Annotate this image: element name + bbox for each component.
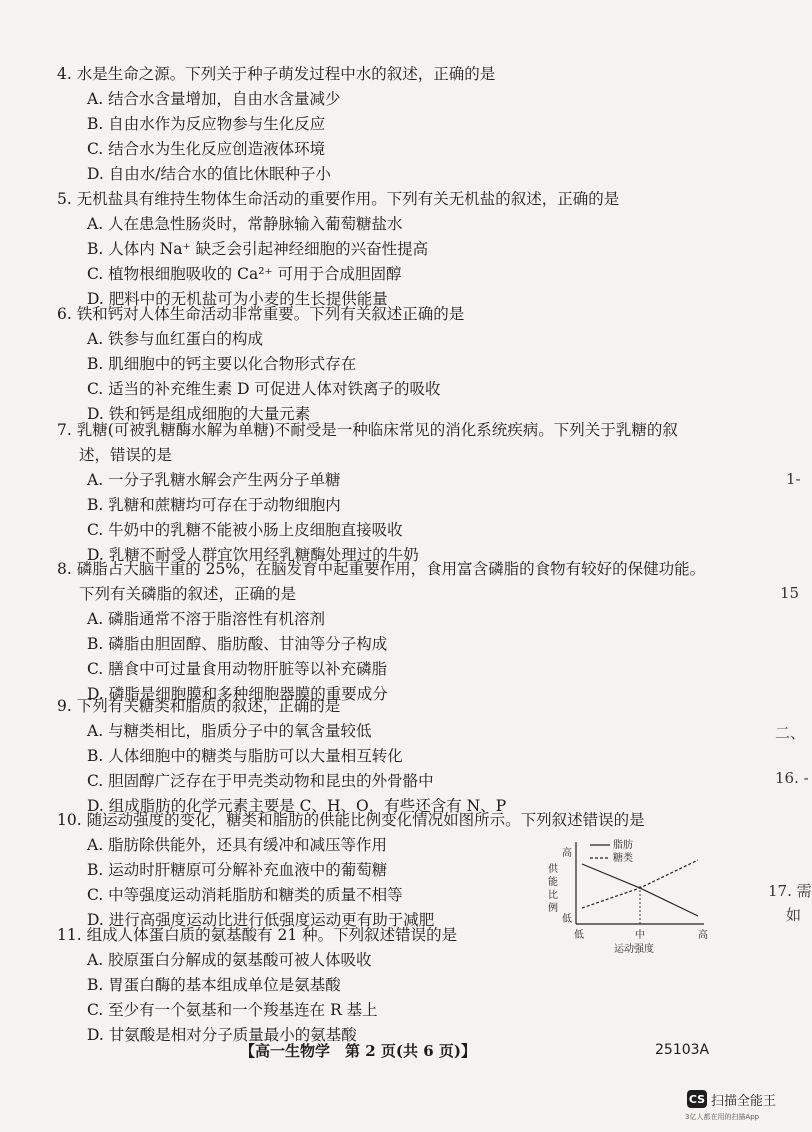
scanner-tagline: 3亿人都在用的扫描App bbox=[685, 1113, 760, 1121]
option-a: A. 铁参与血红蛋白的构成 bbox=[87, 330, 264, 348]
question-stem: 7. 乳糖(可被乳糖酶水解为单糖)不耐受是一种临床常见的消化系统疾病。下列关于乳糖的叙 bbox=[57, 421, 678, 439]
question-9 bbox=[57, 694, 506, 819]
question-5 bbox=[57, 187, 619, 312]
option-c: C. 适当的补充维生素 D 可促进人体对铁离子的吸收 bbox=[87, 380, 441, 398]
option-d: D. 组成脂肪的化学元素主要是 C、H、O，有些还含有 N、P bbox=[87, 797, 507, 815]
exam-code: 25103A bbox=[655, 1042, 710, 1058]
margin-fragment: 17. 需 bbox=[768, 882, 812, 900]
option-d: D. 肥料中的无机盐可为小麦的生长提供能量 bbox=[87, 290, 388, 308]
option-d: D. 铁和钙是组成细胞的大量元素 bbox=[87, 405, 311, 423]
option-b: B. 运动时肝糖原可分解补充血液中的葡萄糖 bbox=[87, 861, 388, 879]
margin-fragment: 如 bbox=[786, 906, 802, 924]
option-c: C. 胆固醇广泛存在于甲壳类动物和昆虫的外骨骼中 bbox=[87, 772, 434, 790]
margin-fragment: 16. - bbox=[775, 769, 809, 787]
margin-fragment: 1- bbox=[786, 470, 801, 488]
option-a: A. 结合水含量增加，自由水含量减少 bbox=[87, 90, 341, 108]
option-d: D. 进行高强度运动比进行低强度运动更有助于减肥 bbox=[87, 911, 435, 929]
option-c: C. 牛奶中的乳糖不能被小肠上皮细胞直接吸收 bbox=[87, 521, 403, 539]
legend-fat-label: 脂肪 bbox=[613, 840, 633, 851]
series-sugar-line bbox=[582, 860, 698, 908]
question-6 bbox=[57, 302, 464, 427]
option-b: B. 自由水作为反应物参与生化反应 bbox=[87, 115, 326, 133]
option-c: C. 至少有一个氨基和一个羧基连在 R 基上 bbox=[87, 1001, 378, 1019]
y-title-char: 比 bbox=[548, 890, 558, 901]
question-4 bbox=[57, 62, 495, 187]
x-axis-title: 运动强度 bbox=[614, 944, 654, 955]
option-a: A. 一分子乳糖水解会产生两分子单糖 bbox=[87, 471, 341, 489]
cs-logo-icon: CS bbox=[687, 1090, 707, 1108]
margin-fragment: 二、 bbox=[775, 724, 806, 742]
y-title-char: 供 bbox=[548, 864, 558, 875]
question-stem: 10. 随运动强度的变化，糖类和脂肪的供能比例变化情况如图所示。下列叙述错误的是 bbox=[57, 811, 645, 829]
question-stem-continued: 述，错误的是 bbox=[79, 446, 173, 464]
option-d: D. 自由水/结合水的值比休眠种子小 bbox=[87, 165, 331, 183]
option-a: A. 脂肪除供能外，还具有缓冲和减压等作用 bbox=[87, 836, 388, 854]
question-stem: 9. 下列有关糖类和脂质的叙述，正确的是 bbox=[57, 697, 341, 715]
question-stem: 11. 组成人体蛋白质的氨基酸有 21 种。下列叙述错误的是 bbox=[57, 926, 458, 944]
x-tick-high: 高 bbox=[698, 930, 708, 941]
legend-sugar-label: 糖类 bbox=[613, 853, 633, 864]
question-stem-continued: 下列有关磷脂的叙述，正确的是 bbox=[79, 585, 297, 603]
question-stem: 4. 水是生命之源。下列关于种子萌发过程中水的叙述，正确的是 bbox=[57, 65, 496, 83]
option-b: B. 磷脂由胆固醇、脂肪酸、甘油等分子构成 bbox=[87, 635, 388, 653]
option-d: D. 甘氨酸是相对分子质量最小的氨基酸 bbox=[87, 1026, 357, 1044]
option-c: C. 中等强度运动消耗脂肪和糖类的质量不相等 bbox=[87, 886, 403, 904]
option-a: A. 人在患急性肠炎时，常静脉输入葡萄糖盐水 bbox=[87, 215, 403, 233]
x-tick-mid: 中 bbox=[635, 930, 645, 941]
page-footer: 【高一生物学 第 2 页(共 6 页)】 bbox=[240, 1042, 476, 1060]
option-c: C. 膳食中可过量食用动物肝脏等以补充磷脂 bbox=[87, 660, 388, 678]
question-stem: 5. 无机盐具有维持生物体生命活动的重要作用。下列有关无机盐的叙述，正确的是 bbox=[57, 190, 620, 208]
x-tick-low: 低 bbox=[574, 930, 584, 941]
option-b: B. 人体内 Na⁺ 缺乏会引起神经细胞的兴奋性提高 bbox=[87, 240, 429, 258]
scanner-app-name: 扫描全能王 bbox=[711, 1093, 777, 1109]
option-a: A. 与糖类相比，脂质分子中的氧含量较低 bbox=[87, 722, 372, 740]
y-title-char: 例 bbox=[548, 903, 558, 914]
option-c: C. 结合水为生化反应创造液体环境 bbox=[87, 140, 326, 158]
option-b: B. 胃蛋白酶的基本组成单位是氨基酸 bbox=[87, 976, 341, 994]
scanner-watermark bbox=[687, 1089, 776, 1109]
option-b: B. 乳糖和蔗糖均可存在于动物细胞内 bbox=[87, 496, 341, 514]
question-stem: 8. 磷脂占大脑干重的 25%，在脑发育中起重要作用，食用富含磷脂的食物有较好的保健功能。 bbox=[57, 560, 706, 578]
y-tick-high: 高 bbox=[562, 848, 572, 859]
option-a: A. 胶原蛋白分解成的氨基酸可被人体吸收 bbox=[87, 951, 372, 969]
y-tick-low: 低 bbox=[562, 914, 572, 925]
question-7 bbox=[57, 418, 678, 568]
option-b: B. 肌细胞中的钙主要以化合物形式存在 bbox=[87, 355, 357, 373]
question-11 bbox=[57, 923, 457, 1048]
question-stem: 6. 铁和钙对人体生命活动非常重要。下列有关叙述正确的是 bbox=[57, 305, 465, 323]
energy-supply-chart bbox=[528, 836, 720, 956]
chart-svg bbox=[528, 836, 720, 956]
margin-fragment: 15 bbox=[780, 584, 800, 602]
option-b: B. 人体细胞中的糖类与脂肪可以大量相互转化 bbox=[87, 747, 403, 765]
option-a: A. 磷脂通常不溶于脂溶性有机溶剂 bbox=[87, 610, 326, 628]
option-c: C. 植物根细胞吸收的 Ca²⁺ 可用于合成胆固醇 bbox=[87, 265, 402, 283]
question-8 bbox=[57, 557, 705, 707]
option-d: D. 乳糖不耐受人群宜饮用经乳糖酶处理过的牛奶 bbox=[87, 546, 419, 564]
y-title-char: 能 bbox=[548, 877, 558, 888]
option-d: D. 磷脂是细胞膜和多种细胞器膜的重要成分 bbox=[87, 685, 388, 703]
